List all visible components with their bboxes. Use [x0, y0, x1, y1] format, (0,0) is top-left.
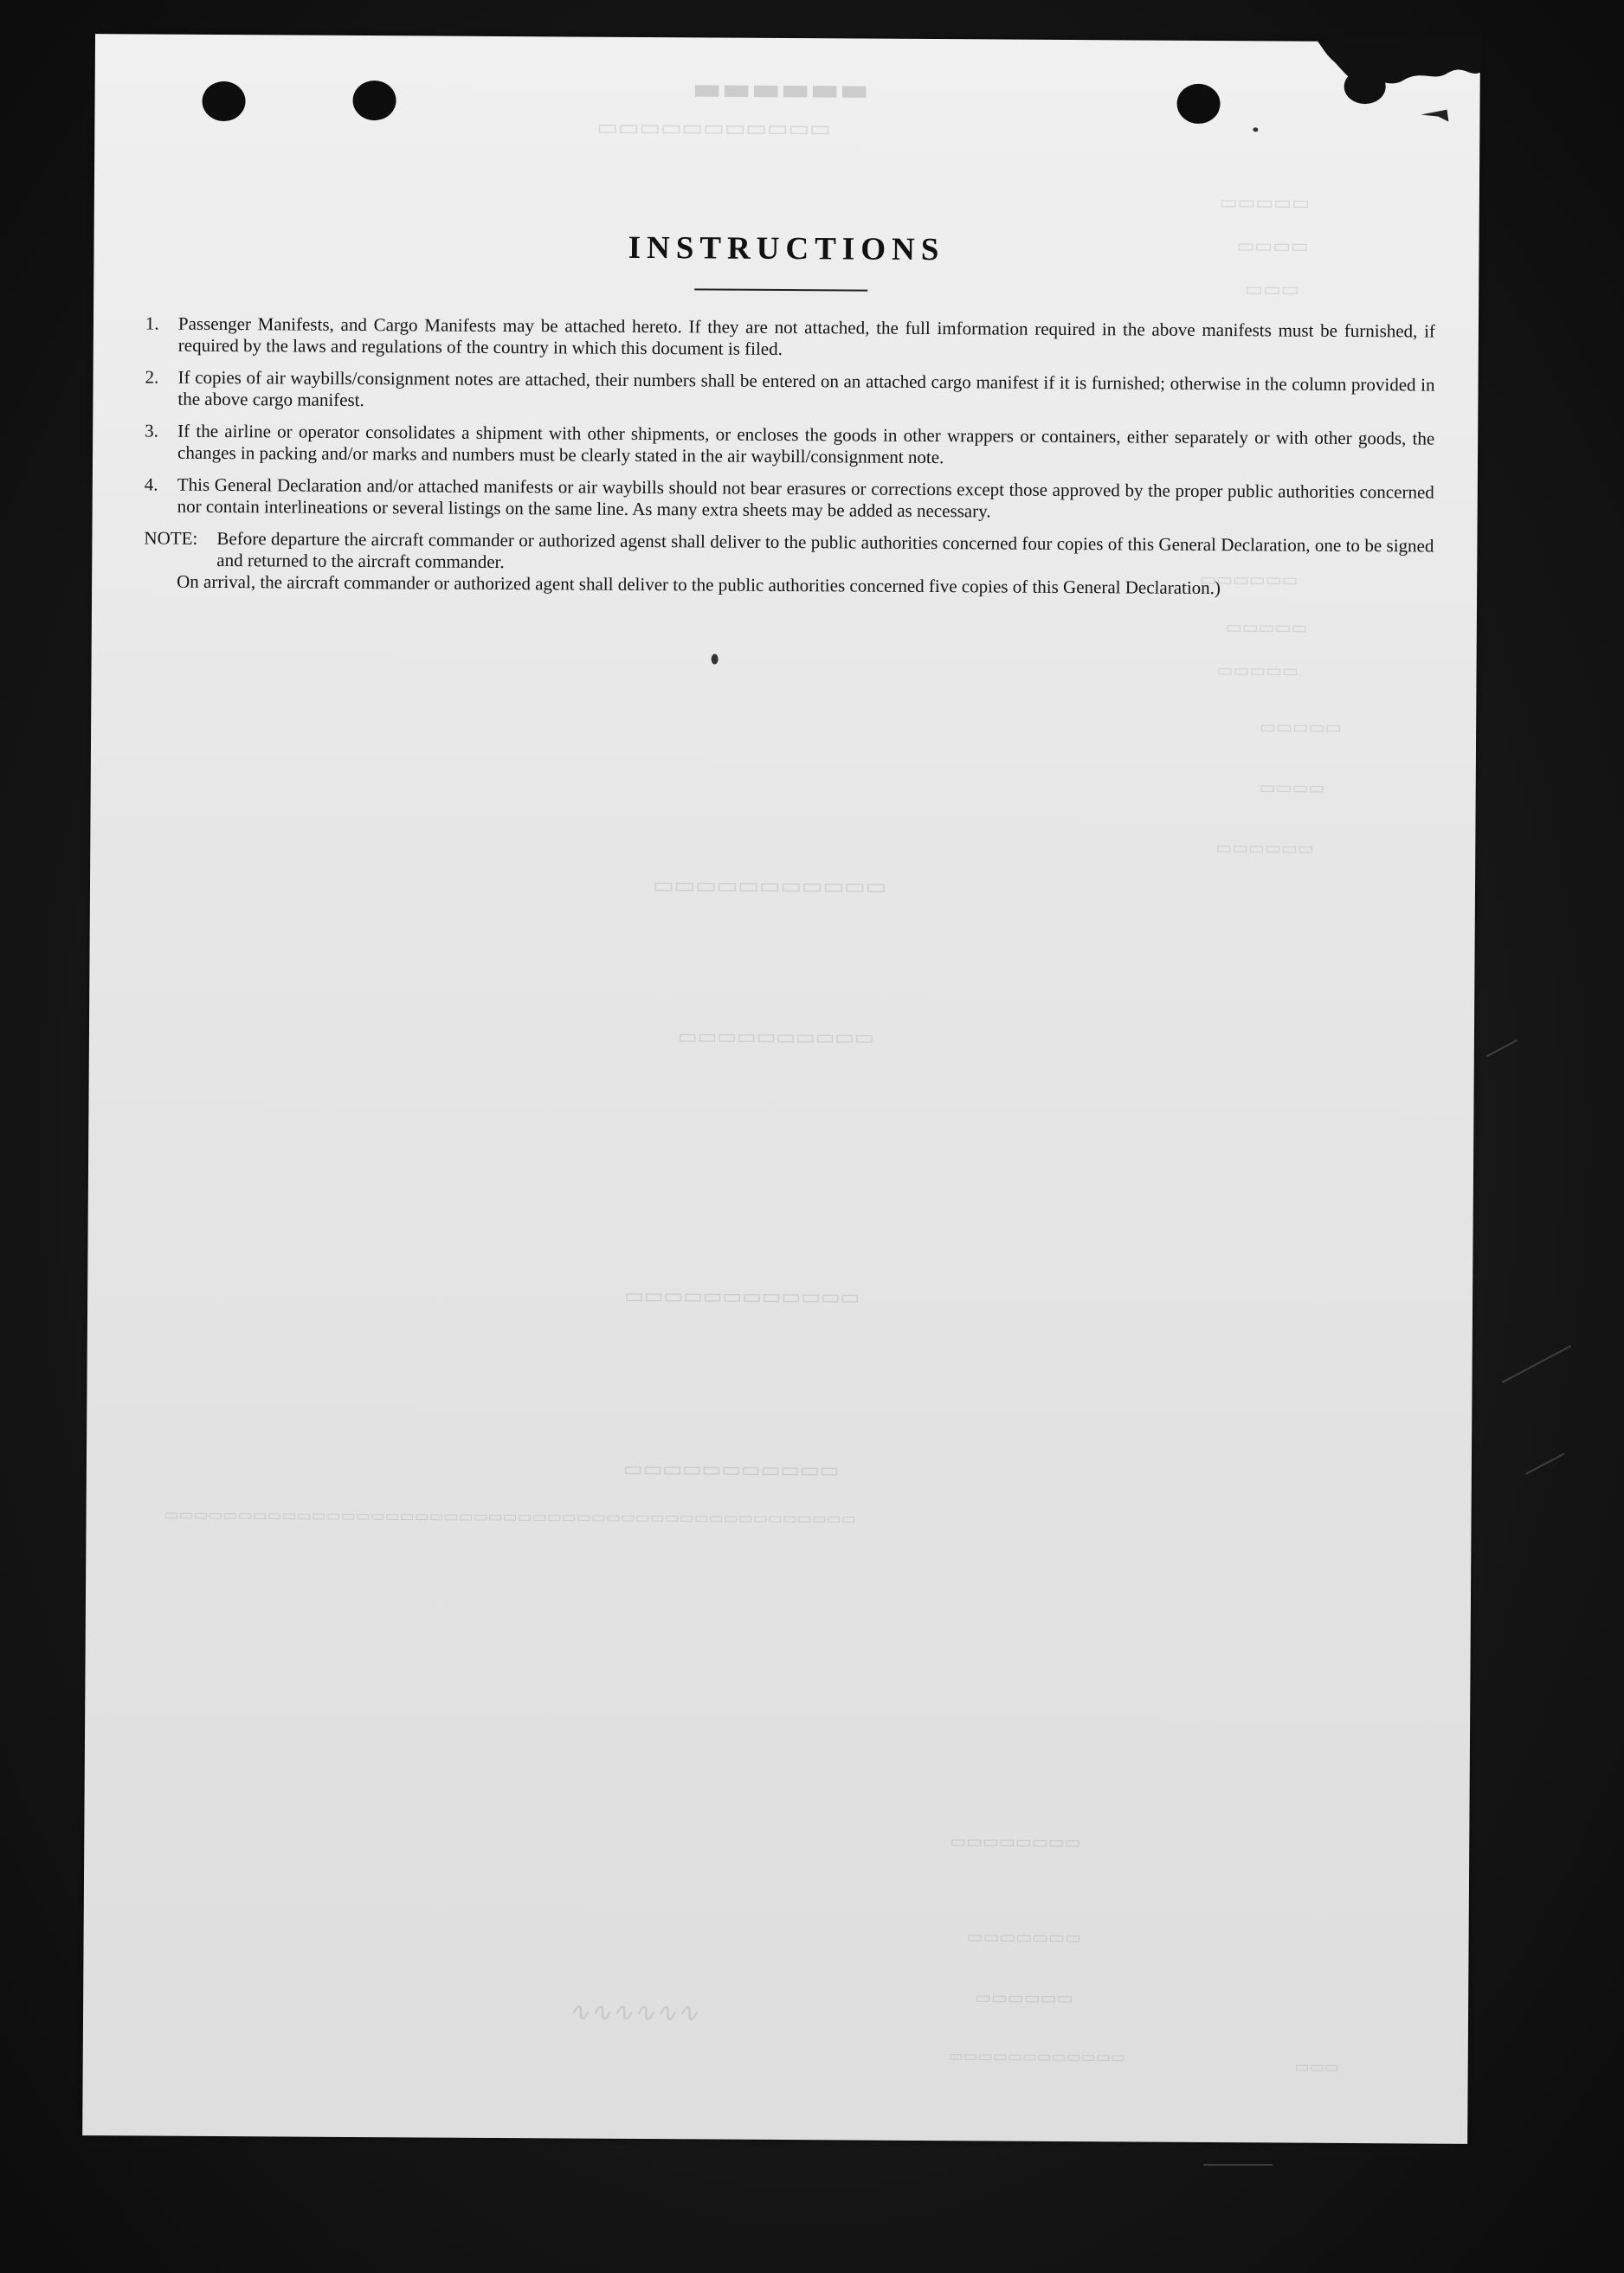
instruction-item [145, 420, 1434, 471]
bleed-through-mark: ▭▭▭▭▭ [1225, 616, 1308, 638]
bleed-through-mark: ▭▭▭▭▭ [1216, 660, 1299, 681]
bleed-through-mark: ▭▭▭▭▭▭▭▭▭▭▭▭▭▭▭▭▭▭▭▭▭▭▭▭▭▭▭▭▭▭▭▭▭▭▭▭▭▭▭▭▭▭▭▭▭▭▭ [164, 1505, 856, 1529]
punch-hole [1176, 84, 1220, 124]
instructions-list [144, 312, 1435, 600]
bleed-through-mark: ▭▭▭▭▭▭▭▭▭▭▭▭ [624, 1283, 860, 1310]
bleed-through-mark: ▭▭▭ [1245, 279, 1299, 301]
torn-corner [1317, 36, 1482, 132]
scan-streak [1203, 2164, 1273, 2166]
bleed-through-mark: ▭▭▭▭▭▭▭▭▭▭ [677, 1024, 874, 1050]
bleed-through-mark: ∿∿∿∿∿∿ [567, 1997, 699, 2029]
bleed-through-mark: ▭▭▭▭▭▭ [1200, 568, 1299, 590]
bleed-through-mark: ▭▭▭▭▭▭▭ [966, 1926, 1081, 1948]
bleed-through-mark: ▭▭▭▭▭▭▭▭ [950, 1831, 1081, 1853]
instruction-item [145, 312, 1435, 364]
bleed-through-mark: ▭▭▭▭▭ [1260, 716, 1342, 737]
instruction-text: Passenger Manifests, and Cargo Manifests may be attached hereto. If they are not attached, the full imformation required in the above manifests must be furnished, if required by the laws and regulations of the country in which this document is filed. [177, 312, 1436, 359]
document-page [82, 34, 1480, 2144]
instruction-text: This General Declaration and/or attached manifests or air waybills should not bear erasures or corrections except those approved by the proper public authorities concerned nor contain interlineations or several listings on the same line. As many extra sheets may be added as necessary. [177, 473, 1434, 522]
instruction-text: If copies of air waybills/consignment notes are attached, their numbers shall be entered on an attached cargo manifest if it is furnished; otherwise in the column provided in the above cargo manifest. [177, 366, 1435, 411]
title-underline [694, 288, 867, 291]
page-title: INSTRUCTIONS [628, 229, 945, 268]
bleed-through-mark: ▭▭▭▭▭▭▭▭▭▭▭▭ [948, 2047, 1125, 2067]
bleed-through-mark: ▭▭▭▭▭▭▭▭▭▭▭ [596, 114, 831, 143]
ink-speck [712, 654, 719, 664]
note-block [144, 527, 1434, 578]
note-text: Before departure the aircraft commander or authorized agenst shall deliver to the public authorities concerned four copies of this General Declaration, one to be signed and returned to the aircraft commander. [216, 527, 1434, 573]
instruction-number: 3. [145, 420, 159, 441]
bleed-through-mark: ▭▭▭▭ [1236, 235, 1309, 258]
note-label: NOTE: [144, 527, 198, 549]
instruction-number: 2. [145, 366, 159, 388]
bleed-through-mark: ▭▭▭▭ [1259, 776, 1325, 798]
instruction-item [145, 366, 1434, 417]
instruction-item [145, 473, 1434, 525]
bleed-through-mark: ▬▬▬▬▬▬ [692, 70, 869, 108]
bleed-through-mark: ▭▭▭▭▭▭▭▭▭▭▭ [652, 872, 887, 900]
ink-speck [1253, 127, 1258, 132]
bleed-through-mark: ▭▭▭▭▭▭▭▭▭▭▭ [622, 1456, 840, 1483]
instruction-text: If the airline or operator consolidates a shipment with other shipments, or encloses the goods in other wrappers or containers, either separately or with other goods, the changes in packing and/or marks and numbers must be clearly stated in the air waybill/consignment note. [177, 420, 1435, 468]
note-arrival-text: On arrival, the aircraft commander or authorized agent shall deliver to the public authorities concerned five copies of this General Declaration.) [177, 570, 1221, 599]
instruction-number: 4. [144, 473, 158, 495]
punch-hole [352, 80, 396, 120]
instruction-number: 1. [145, 312, 159, 334]
bleed-through-mark: ▭▭▭ [1294, 2057, 1339, 2077]
bleed-through-mark: ▭▭▭▭▭ [1219, 192, 1310, 215]
bleed-through-mark: ▭▭▭▭▭▭ [975, 1986, 1073, 2009]
punch-hole [202, 81, 245, 121]
bleed-through-mark: ▭▭▭▭▭▭ [1215, 837, 1314, 859]
